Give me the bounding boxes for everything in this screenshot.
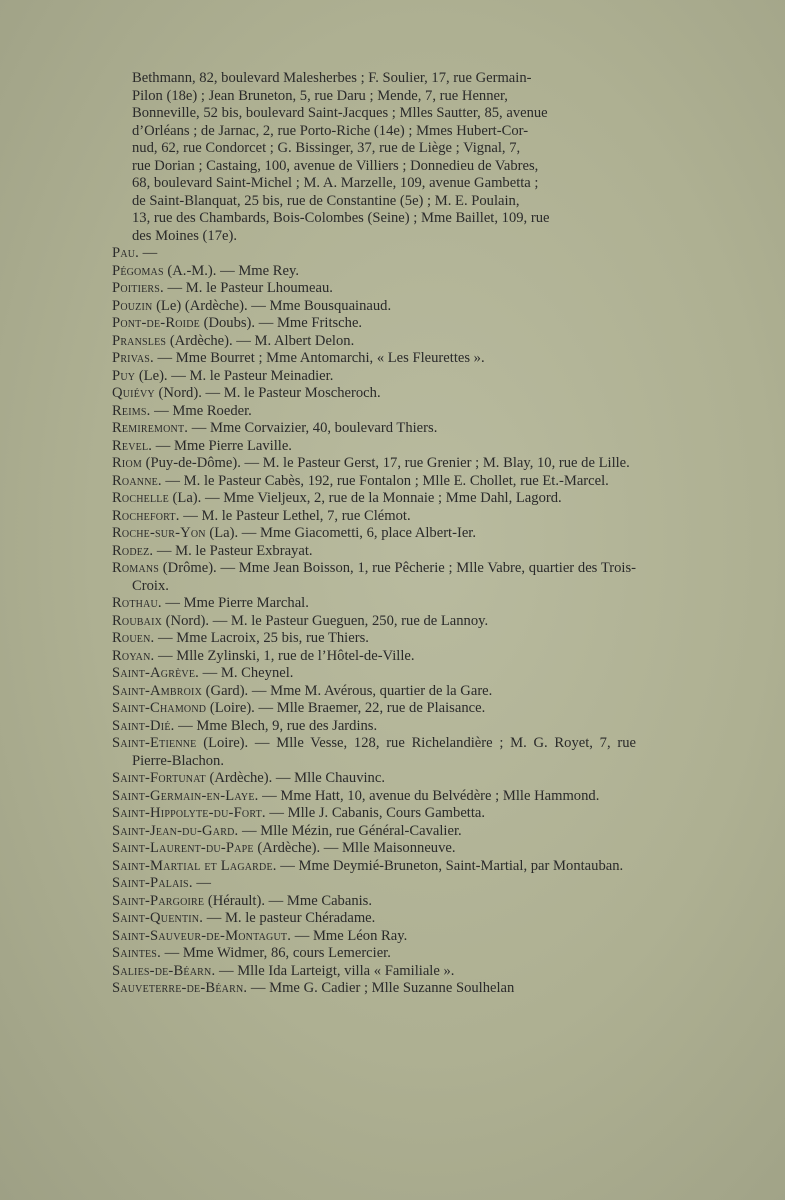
entry-details: — M. le Pasteur Lhoumeau. [163, 280, 333, 296]
place-name: Rodez. [112, 542, 154, 559]
entry-details: — Mme Blech, 9, rue des Jardins. [174, 717, 378, 734]
entry-details: — Mme Hatt, 10, avenue du Belvédère ; Mlle Hammond. [258, 787, 600, 804]
entry-details: (La). — Mme Giacometti, 6, place Albert-Ier. [205, 525, 477, 541]
place-name: Saint-Laurent-du-Pape [112, 840, 254, 856]
entry-details: — M. le Pasteur Lethel, 7, rue Clémot. [179, 507, 411, 524]
directory-entry [112, 543, 636, 561]
place-name: Roubaix [112, 612, 163, 629]
entry-details: (Puy-de-Dôme). — M. le Pasteur Gerst, 17, rue Grenier ; M. Blay, 10, rue de Lille. [141, 455, 630, 471]
place-name: Saintes. [112, 945, 161, 961]
place-name: Remiremont. [112, 420, 189, 436]
directory-entry [112, 805, 636, 823]
place-name: Roche-sur-Yon [112, 525, 206, 541]
place-name: Saint-Sauveur-de-Montagut. [112, 927, 292, 944]
directory-entry [112, 473, 636, 491]
place-name: Pouzin [112, 297, 153, 314]
place-name: Poitiers. [112, 280, 164, 296]
entry-details: (Le) (Ardèche). — Mme Bousquainaud. [152, 297, 392, 314]
place-name: Romans [112, 560, 160, 576]
entry-details: (Ardèche). — M. Albert Delon. [166, 332, 355, 349]
directory-text [112, 70, 636, 998]
place-name: Saint-Germain-en-Laye. [112, 787, 259, 804]
entry-details: — Mme Widmer, 86, cours Lemercier. [160, 945, 391, 961]
entry-details: (Nord). — M. le Pasteur Moscheroch. [154, 385, 381, 401]
place-name: Roanne. [112, 472, 162, 489]
place-name: Saint-Fortunat [112, 770, 206, 786]
intro-line: nud, 62, rue Condorcet ; G. Bissinger, 37, rue de Liège ; Vignal, 7, [132, 140, 521, 156]
place-name: Rochefort. [112, 507, 180, 524]
entry-details: — Mlle Mézin, rue Général-Cavalier. [238, 822, 462, 839]
intro-line: de Saint-Blanquat, 25 bis, rue de Constantine (5e) ; M. E. Poulain, [132, 192, 520, 209]
directory-entry [112, 420, 636, 438]
directory-entry [112, 980, 636, 998]
entry-details: — Mlle Zylinski, 1, rue de l’Hôtel-de-Ville. [154, 647, 415, 664]
place-name: Pégomas [112, 262, 164, 279]
entry-details: — Mme G. Cadier ; Mlle Suzanne Soulhelan [247, 980, 515, 996]
entry-details: — Mme Lacroix, 25 bis, rue Thiers. [154, 630, 369, 646]
place-name: Revel. [112, 437, 153, 454]
place-name: Saint-Jean-du-Gard. [112, 822, 239, 839]
entry-details: — M. Cheynel. [198, 665, 294, 681]
directory-entry [112, 333, 636, 351]
entry-details: (Nord). — M. le Pasteur Gueguen, 250, rue de Lannoy. [162, 612, 489, 629]
directory-entry [112, 455, 636, 473]
directory-entry [112, 595, 636, 613]
intro-line: Pilon (18e) ; Jean Bruneton, 5, rue Daru ; Mende, 7, rue Henner, [132, 87, 508, 104]
entry-details: (Gard). — Mme M. Avérous, quartier de la Gare. [202, 682, 493, 699]
place-name: Pransles [112, 332, 167, 349]
directory-entry [112, 700, 636, 718]
directory-entry [112, 298, 636, 316]
place-name: Reims. [112, 402, 151, 419]
entry-details: (La). — Mme Vieljeux, 2, rue de la Monnaie ; Mme Dahl, Lagord. [168, 490, 562, 506]
directory-entry [112, 735, 636, 770]
directory-entry [112, 928, 636, 946]
intro-line: Bethmann, 82, boulevard Malesherbes ; F. Soulier, 17, rue Germain- [132, 70, 532, 86]
place-name: Rochelle [112, 490, 169, 506]
intro-line: d’Orléans ; de Jarnac, 2, rue Porto-Riche (14e) ; Mmes Hubert-Cor- [132, 122, 529, 139]
place-name: Puy [112, 367, 136, 384]
place-name: Saint-Dié. [112, 717, 175, 734]
directory-entry [112, 508, 636, 526]
entry-details: — M. le pasteur Chéradame. [203, 910, 376, 926]
intro-line: 13, rue des Chambards, Bois-Colombes (Seine) ; Mme Baillet, 109, rue [132, 210, 550, 226]
intro-line: Bonneville, 52 bis, boulevard Saint-Jacques ; Mlles Sautter, 85, avenue [132, 105, 548, 121]
entry-details: — [192, 875, 211, 891]
entry-details: — [139, 245, 158, 261]
directory-entry [112, 788, 636, 806]
directory-entry [112, 770, 636, 788]
place-name: Saint-Palais. [112, 875, 193, 891]
entry-details: — Mme Bourret ; Mme Antomarchi, « Les Fleurettes ». [153, 350, 485, 366]
place-name: Saint-Chamond [112, 700, 207, 716]
intro-line: 68, boulevard Saint-Michel ; M. A. Marzelle, 109, avenue Gambetta ; [132, 175, 539, 191]
directory-entry [112, 840, 636, 858]
entry-details: (A.-M.). — Mme Rey. [163, 262, 299, 279]
place-name: Rothau. [112, 595, 162, 611]
entry-details: — Mme Léon Ray. [291, 927, 408, 944]
directory-entry [112, 525, 636, 543]
directory-entry [112, 945, 636, 963]
place-name: Salies-de-Béarn. [112, 962, 216, 979]
directory-entry [112, 858, 636, 876]
entry-details: — Mme Roeder. [150, 402, 252, 419]
place-name: Saint-Agrève. [112, 665, 199, 681]
intro-paragraph [112, 70, 636, 245]
directory-entry [112, 718, 636, 736]
directory-entry [112, 910, 636, 928]
place-name: Saint-Martial et Lagarde. [112, 857, 277, 874]
place-name: Riom [112, 455, 142, 471]
directory-entry [112, 385, 636, 403]
entry-details: (Le). — M. le Pasteur Meinadier. [135, 367, 334, 384]
place-name: Saint-Quentin. [112, 910, 204, 926]
directory-entry [112, 280, 636, 298]
directory-entry [112, 648, 636, 666]
entry-details: (Drôme). — Mme Jean Boisson, 1, rue Pêcherie ; Mlle Vabre, quartier des Trois-Croix. [132, 560, 636, 594]
intro-line: rue Dorian ; Castaing, 100, avenue de Villiers ; Donnedieu de Vabres, [132, 157, 539, 174]
directory-entry [112, 823, 636, 841]
entry-details: — Mme Deymié-Bruneton, Saint-Martial, par Montauban. [276, 857, 624, 874]
entry-details: (Ardèche). — Mlle Maisonneuve. [253, 840, 456, 856]
directory-entry [112, 963, 636, 981]
directory-entry [112, 368, 636, 386]
directory-entry [112, 665, 636, 683]
place-name: Saint-Ambroix [112, 682, 203, 699]
entry-details: (Ardèche). — Mlle Chauvinc. [205, 770, 385, 786]
directory-entry [112, 560, 636, 595]
entry-details: — Mme Pierre Marchal. [161, 595, 309, 611]
place-name: Saint-Pargoire [112, 892, 205, 909]
entry-details: — Mme Corvaizier, 40, boulevard Thiers. [188, 420, 438, 436]
place-name: Saint-Hippolyte-du-Fort. [112, 805, 266, 821]
place-name: Pont-de-Roide [112, 315, 200, 331]
place-name: Pau. [112, 245, 140, 261]
entry-details: — M. le Pasteur Exbrayat. [153, 542, 313, 559]
place-name: Quiévy [112, 385, 155, 401]
entry-details: (Doubs). — Mme Fritsche. [199, 315, 363, 331]
entry-details: (Hérault). — Mme Cabanis. [204, 892, 373, 909]
directory-entry [112, 875, 636, 893]
intro-line: des Moines (17e). [132, 227, 237, 244]
directory-entry [112, 490, 636, 508]
directory-entry [112, 315, 636, 333]
entry-details: (Loire). — Mlle Braemer, 22, rue de Plaisance. [206, 700, 486, 716]
entry-details: (Loire). — Mlle Vesse, 128, rue Richelandière ; M. G. Royet, 7, rue Pierre-Blachon. [132, 735, 636, 769]
directory-entry [112, 403, 636, 421]
directory-entry [112, 893, 636, 911]
entry-details: — Mlle J. Cabanis, Cours Gambetta. [265, 805, 486, 821]
directory-entry [112, 263, 636, 281]
directory-entry [112, 613, 636, 631]
entry-details: — Mlle Ida Larteigt, villa « Familiale ». [215, 962, 455, 979]
directory-entry [112, 683, 636, 701]
entry-details: — Mme Pierre Laville. [152, 437, 292, 454]
directory-entry [112, 245, 636, 263]
place-name: Royan. [112, 647, 155, 664]
place-name: Rouen. [112, 630, 155, 646]
directory-entry [112, 350, 636, 368]
place-name: Privas. [112, 350, 154, 366]
directory-entry [112, 630, 636, 648]
place-name: Sauveterre-de-Béarn. [112, 980, 248, 996]
directory-entry [112, 438, 636, 456]
entry-details: — M. le Pasteur Cabès, 192, rue Fontalon ; Mlle E. Chollet, rue Et.-Marcel. [161, 472, 609, 489]
place-name: Saint-Etienne [112, 735, 197, 751]
entry-list [112, 245, 636, 998]
